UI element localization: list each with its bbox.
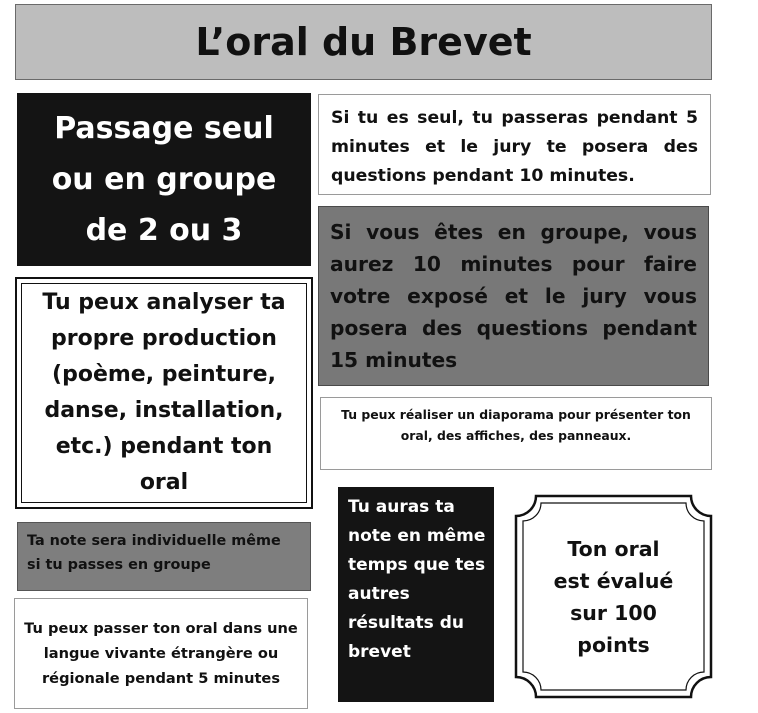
seul-box [318, 94, 711, 195]
seul-text: Si tu es seul, tu passeras pendant 5 minutes et le jury te posera des questions pendant 10 minutes. [331, 108, 698, 186]
langue-text: Tu peux passer ton oral dans une langue vivante étrangère ou régionale pendant 5 minutes [24, 620, 298, 687]
note-box [17, 522, 311, 591]
evalue-text: Ton oral est évalué sur 100 points [553, 536, 674, 657]
analyse-box [15, 277, 313, 509]
note-text: Ta note sera individuelle même si tu passes en groupe [27, 533, 281, 573]
auras-box [338, 487, 494, 702]
passage-text: Passage seul ou en groupe de 2 ou 3 [51, 111, 277, 248]
evalue-box [514, 494, 713, 699]
analyse-text: Tu peux analyser ta propre production (poème, peinture, danse, installation, etc.) pendant ton oral [42, 290, 286, 495]
passage-box [17, 93, 311, 266]
groupe-box [318, 206, 709, 386]
analyse-inner-frame [21, 283, 307, 503]
page-title-text: L’oral du Brevet [195, 20, 532, 64]
langue-box [14, 598, 308, 709]
diaporama-box [320, 397, 712, 470]
page-title [15, 4, 712, 80]
diaporama-text: Tu peux réaliser un diaporama pour présenter ton oral, des affiches, des panneaux. [341, 407, 691, 443]
evalue-text-wrap [514, 494, 713, 699]
groupe-text: Si vous êtes en groupe, vous aurez 10 minutes pour faire votre exposé et le jury vous posera des questions pendant 15 minutes [330, 220, 697, 372]
auras-text: Tu auras ta note en même temps que tes autres résultats du brevet [348, 497, 486, 662]
